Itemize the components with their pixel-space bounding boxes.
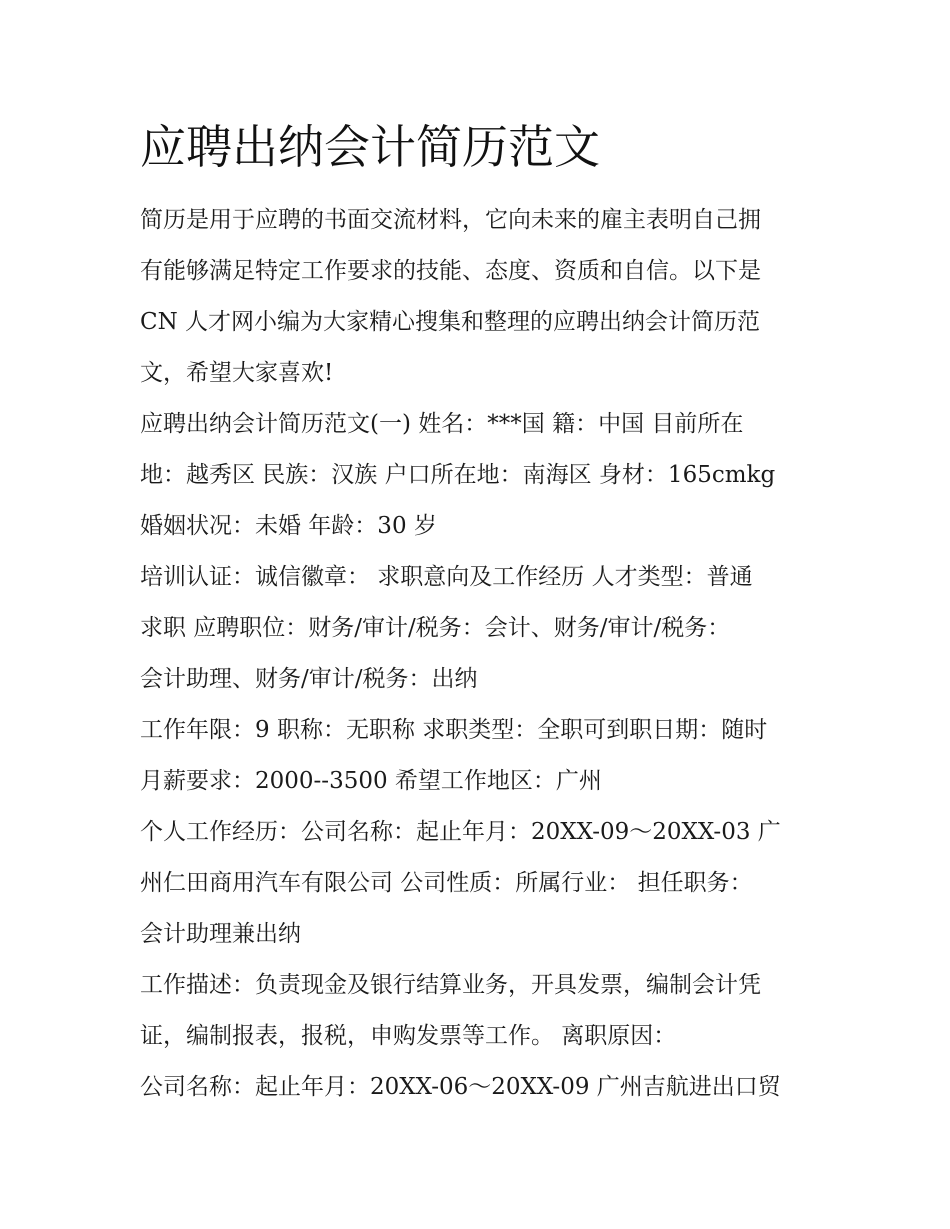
text-line: 月薪要求：2000--3500 希望工作地区：广州 — [140, 768, 602, 794]
text-line: 简历是用于应聘的书面交流材料，它向未来的雇主表明自己拥 — [140, 207, 761, 233]
text-line: 文，希望大家喜欢! — [140, 360, 334, 386]
text-line: 有能够满足特定工作要求的技能、态度、资质和自信。以下是 — [140, 258, 761, 284]
text-line: 地：越秀区 民族：汉族 户口所在地：南海区 身材：165cmkg — [140, 462, 776, 488]
text-line: 会计助理、财务/审计/税务：出纳 — [140, 666, 478, 692]
text-line: 工作描述：负责现金及银行结算业务，开具发票，编制会计凭 — [140, 972, 761, 998]
paragraph — [140, 1062, 820, 1113]
text-line: 州仁田商用汽车有限公司 公司性质：所属行业： 担任职务： — [140, 870, 753, 896]
text-line: 会计助理兼出纳 — [140, 921, 301, 947]
text-line: 公司名称：起止年月：20XX-06～20XX-09 广州吉航进出口贸 — [140, 1074, 781, 1100]
paragraph — [140, 960, 820, 1062]
text-line: 求职 应聘职位：财务/审计/税务：会计、财务/审计/税务： — [140, 615, 731, 641]
paragraph — [140, 807, 820, 960]
text-line: 证，编制报表，报税，申购发票等工作。 离职原因： — [140, 1023, 677, 1049]
paragraph — [140, 552, 820, 705]
paragraph — [140, 705, 820, 807]
paragraph — [140, 195, 820, 399]
text-line: CN 人才网小编为大家精心搜集和整理的应聘出纳会计简历范 — [140, 309, 761, 335]
document-body — [140, 195, 820, 1113]
text-line: 婚姻状况：未婚 年龄：30 岁 — [140, 513, 437, 539]
document-title: 应聘出纳会计简历范文 — [140, 120, 600, 174]
text-line: 工作年限：9 职称：无职称 求职类型：全职可到职日期：随时 — [140, 717, 768, 743]
text-line: 个人工作经历：公司名称：起止年月：20XX-09～20XX-03 广 — [140, 819, 781, 845]
paragraph — [140, 399, 820, 552]
text-line: 培训认证：诚信徽章： 求职意向及工作经历 人才类型：普通 — [140, 564, 753, 590]
text-line: 应聘出纳会计简历范文(一) 姓名：***国 籍：中国 目前所在 — [140, 411, 744, 437]
